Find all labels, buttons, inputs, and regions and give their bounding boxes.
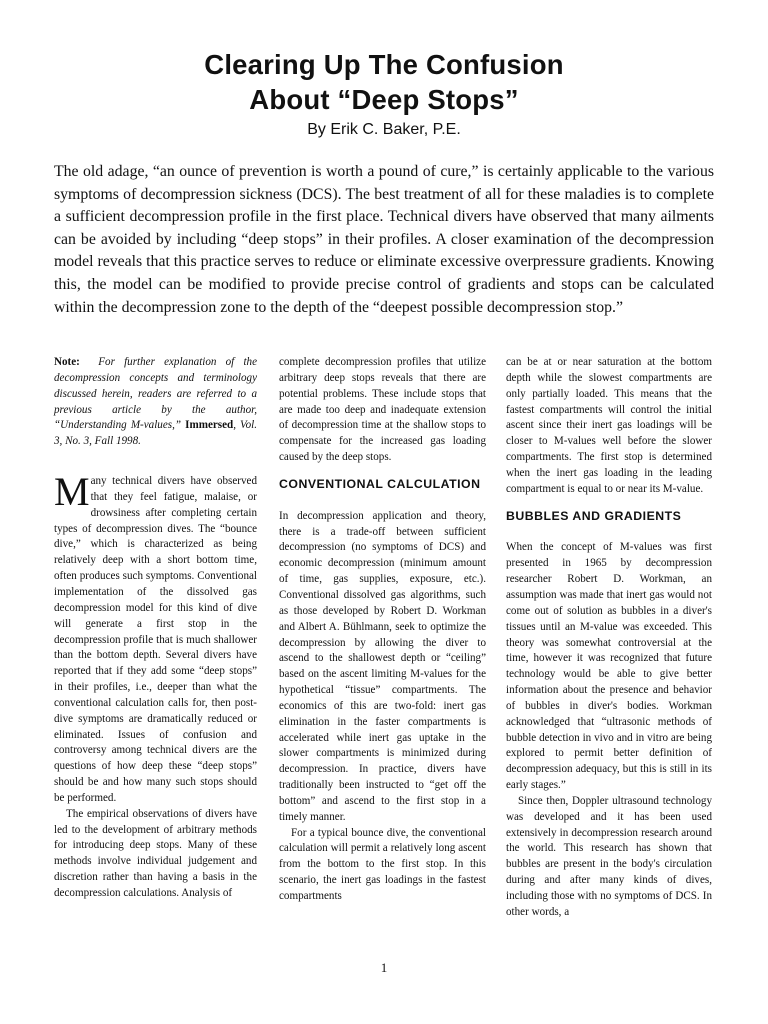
intro-paragraph: The old adage, “an ounce of prevention is worth a pound of cure,” is certainly applicable to the various symptoms of decompression sickness (DCS). The best treatment of all for these maladies is to complete a sufficient decompression profile in the first place. Technical divers have observed that many ailments can be avoided by including “deep stops” in their profiles. A closer examination of the decompression model reveals that this practice serves to reduce or eliminate excessive overpressure gradients. Knowing this, the model can be modified to provide precise control of gradients and stops can be calculated within the decompression zone to the depth of the “deepest possible decompression stop.”: [54, 163, 714, 316]
note-journal: Immersed: [185, 419, 234, 432]
author-byline: By Erik C. Baker, P.E.: [307, 121, 461, 138]
drop-cap: M: [54, 469, 90, 515]
col1-paragraph-2: The empirical observations of divers have led to the development of arbitrary methods for introducing deep stops. Many of these methods involve individual judgement and discretion rather than having a basis in the decompression calculations. Analysis of: [54, 807, 257, 899]
col2-paragraph-1: complete decompression profiles that utilize arbitrary deep stops reveals that there are potential problems. These include stops that are made too deep and inadequate extension of decompression time at the shallow stops to compensate for the increased gas loading caused by the deep stops.: [279, 356, 486, 464]
col2-paragraph-2: In decompression application and theory, there is a trade-off between sufficient decompression (no symptoms of DCS) and economic decompression (minimum amount of time, gas supplies, exposure, etc.). Conventional dissolved gas algorithms, such as those developed by Robert D. Workman and Albert A. Bühlmann, seek to optimize the decompression by allowing the diver to ascend to the shallowest depth or “ceiling” based on the ascent limiting M-values for the hypothetical “tissue” compartments. The economics of this are two-fold: inert gas elimination in the faster compartments is accelerated while inert gas uptake in the slower compartments is minimized during decompression. In practice, divers have traditionally been instructed to “get off the bottom” and ascend to the first stop in a timely manner.: [279, 509, 486, 823]
col3-paragraph-2: When the concept of M-values was first presented in 1965 by decompression researcher Robert D. Workman, an assumption was made that inert gas would not come out of solution as bubbles in a diver's tissues until an M-value was exceeded. This theory was somewhat controversial at the time, however it was recognized that future technology would be able to give better information about the presence and behavior of bubbles in diver's bodies. Workman acknowledged that “ultrasonic methods of bubble detection in vivo and in vitro are being explored to permit better definition of decompression adequacy, but this is still in its early stages.”: [506, 541, 712, 792]
column-3: [506, 355, 712, 921]
column-1: [54, 355, 257, 902]
article-title-line-1: Clearing Up The Confusion: [204, 49, 564, 80]
col2-paragraph-3: For a typical bounce dive, the conventional calculation will permit a relatively long ascent from the bottom to the first stop. In this scenario, the inert gas loadings in the fastest compartments: [279, 826, 486, 902]
article-title-line-2: About “Deep Stops”: [249, 84, 519, 115]
page-number: 1: [380, 960, 388, 975]
note-text: For further explanation of the decompression concepts and terminology discussed herein, readers are referred to a previous article by the author, “Understanding M-values,”: [54, 356, 258, 432]
column-2: [279, 355, 486, 905]
note-citation: , Vol. 3, No. 3, Fall 1998.: [54, 419, 258, 448]
col3-paragraph-3: Since then, Doppler ultrasound technology was developed and it has been used extensively in decompression research around the world. This research has shown that bubbles are present in the body's circulation during and after many kinds of dives, including those with no symptoms of DCS. In other words, a: [506, 794, 712, 918]
note-label: Note:: [54, 356, 80, 368]
editor-note: [54, 355, 257, 450]
section-heading-bubbles: BUBBLES AND GRADIENTS: [506, 508, 682, 523]
col1-paragraph-1: Many technical divers have observed that they feel fatigue, malaise, or drowsiness after completing certain types of decompression dives. The “bounce dive,” which is characterized as being relatively deep with a short bottom time, often produces such symptoms. Conventional implementation of the dissolved gas decompression model for this kind of dive will generate a first stop in the decompression profile that is much shallower than the bottom depth. Several divers have reported that if they add some “deep stops” in their profiles, i.e., deeper than what the conventional calculation calls for, then post-dive symptoms are dramatically reduced or eliminated. Issues of confusion and controversy among technical divers are the questions of how deep these “deep stops” should be and how many such stops should be performed.: [54, 469, 257, 804]
section-heading-conventional: CONVENTIONAL CALCULATION: [279, 476, 481, 491]
col3-paragraph-1: can be at or near saturation at the bottom depth while the slowest compartments are only partially loaded. This means that the fastest compartments will control the initial ascent since their inert gas loadings will be closer to M-values well before the slower compartments. The first stop is determined when the inert gas loading in the leading compartment is equal to or near its M-value.: [506, 356, 712, 495]
